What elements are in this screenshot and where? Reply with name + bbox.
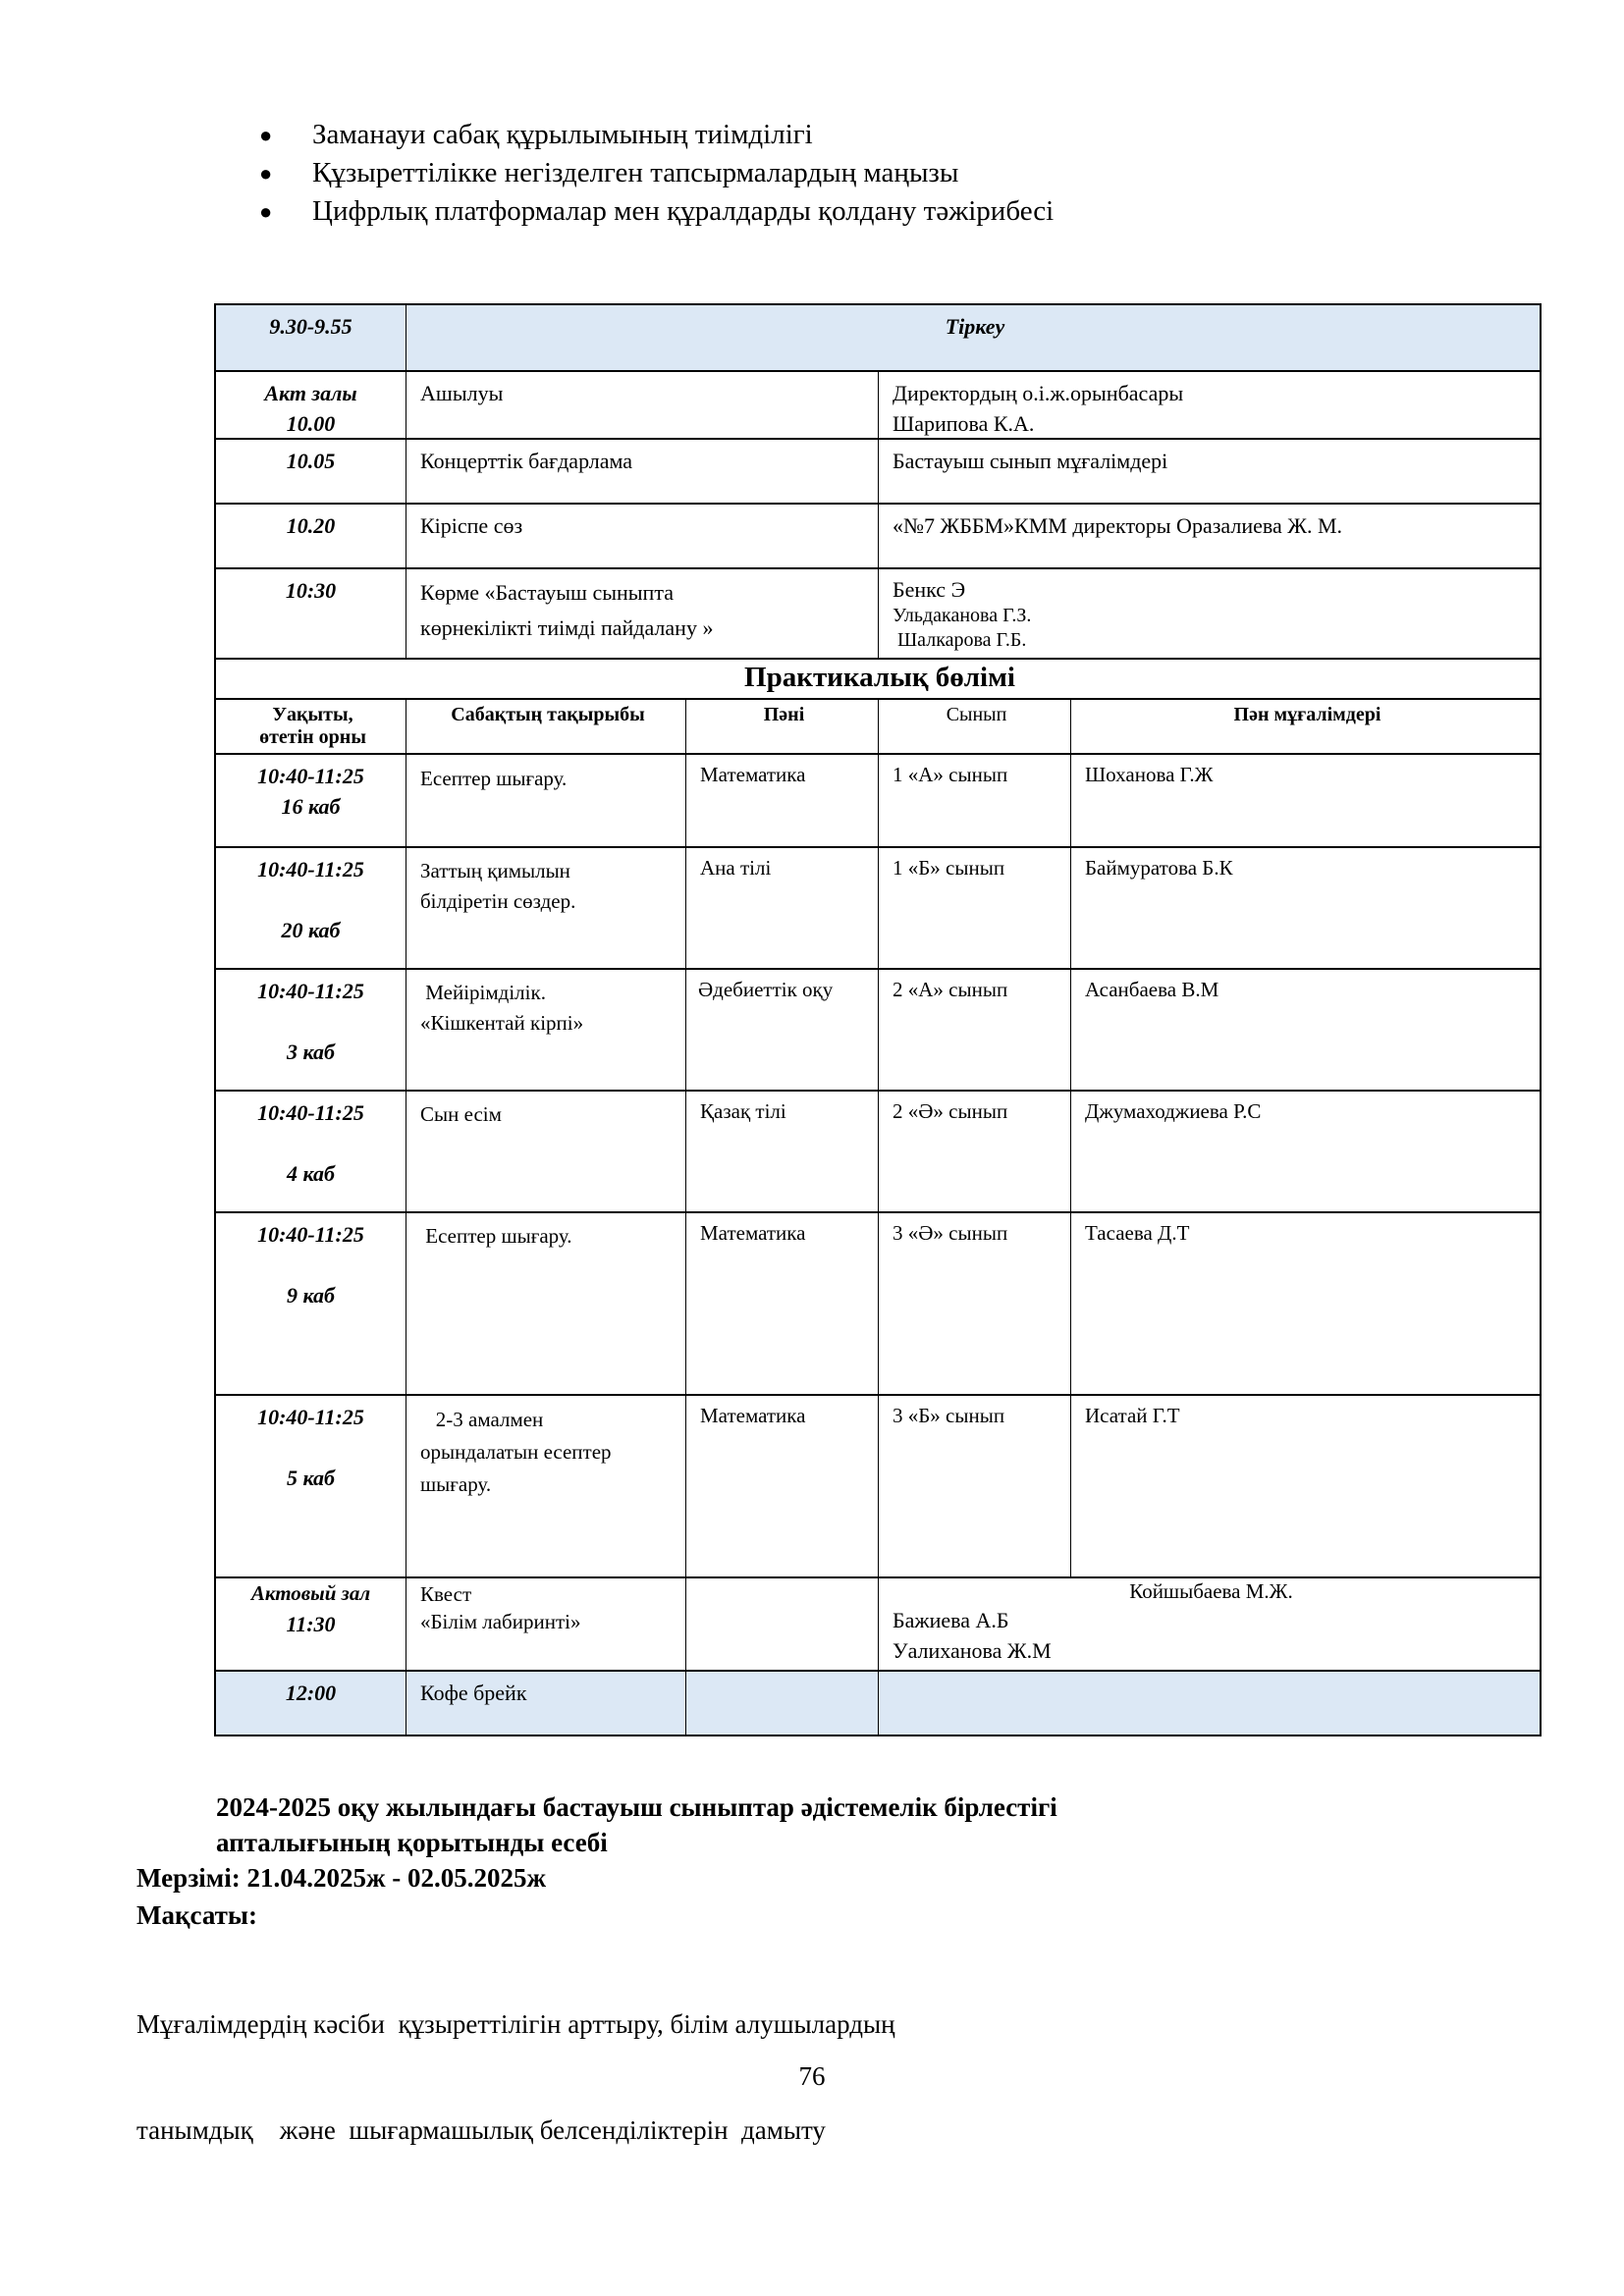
quest-title: Квест «Білім лабиринті» [406, 1578, 686, 1670]
lesson-subject: Математика [686, 1396, 879, 1576]
lesson-row [214, 970, 1542, 1092]
report-goal-line: Мұғалімдердің кәсіби құзыреттілігін арттыру, білім алушылардың [136, 2009, 895, 2039]
lesson-topic: Есептер шығару. [406, 1213, 686, 1394]
registration-time: 9.30-9.55 [216, 305, 406, 370]
column-header-teachers: Пән мұғалімдері [1233, 704, 1381, 725]
lesson-class: 2 «А» сынып [879, 970, 1071, 1090]
table-row [214, 440, 1542, 505]
list-item [257, 116, 1054, 154]
event-responsible: Бенкс Э Ульдаканова Г.З. Шалкарова Г.Б. [893, 577, 1032, 651]
list-item-text: Цифрлық платформалар мен құралдарды қолдану тәжірибесі [312, 195, 1055, 227]
list-item [257, 154, 1054, 192]
schedule-table [214, 303, 1542, 1736]
lesson-teacher: Исатай Г.Т [1085, 1404, 1180, 1427]
list-item-text: Заманауи сабақ құрылымының тиімділігі [312, 119, 813, 150]
lesson-topic: Заттың қимылын білдіретін сөздер. [406, 848, 686, 968]
lesson-time: 10:40-11:25 16 каб [216, 755, 406, 846]
event-time: 10.05 [216, 440, 406, 503]
lesson-subject: Ана тілі [686, 848, 879, 968]
event-title: Ашылуы [406, 372, 879, 438]
lesson-topic: 2-3 амалмен орындалатын есептер шығару. [406, 1396, 686, 1576]
bullet-icon: ● [259, 161, 273, 186]
lesson-subject: Математика [686, 1213, 879, 1394]
lesson-class: 1 «Б» сынып [879, 848, 1071, 968]
lesson-subject: Математика [686, 755, 879, 846]
report-period: Мерзімі: 21.04.2025ж - 02.05.2025ж [136, 1863, 547, 1893]
event-title: Кіріспе сөз [406, 505, 879, 567]
list-item [257, 192, 1054, 231]
lesson-teacher: Тасаева Д.Т [1085, 1221, 1190, 1245]
column-header-class: Сынып [879, 700, 1071, 753]
lesson-row [214, 1092, 1542, 1213]
table-row [214, 372, 1542, 440]
coffee-empty-cell [879, 1672, 1540, 1735]
lesson-class: 1 «А» сынып [879, 755, 1071, 846]
column-header-subject: Пәні [686, 700, 879, 753]
lesson-teacher: Шоханова Г.Ж [1085, 763, 1214, 786]
event-time: 10.20 [216, 505, 406, 567]
bullet-icon: ● [259, 199, 273, 224]
lesson-subject: Әдебиеттік оқу [686, 970, 879, 1090]
coffee-time: 12:00 [216, 1672, 406, 1735]
lesson-topic: Мейірімділік. «Кішкентай кірпі» [406, 970, 686, 1090]
lesson-time: 10:40-11:25 9 каб [216, 1213, 406, 1394]
list-item-text: Құзыреттілікке негізделген тапсырмалардың маңызы [312, 157, 959, 188]
report-goal-label: Мақсаты: [136, 1900, 257, 1930]
report-goal-line: танымдық және шығармашылық белсенділіктерін дамыту [136, 2115, 826, 2145]
topics-list [257, 116, 1054, 231]
report-title [216, 1789, 1057, 1860]
event-responsible: Бастауыш сынып мұғалімдері [893, 449, 1168, 473]
coffee-empty-cell [686, 1672, 879, 1735]
lesson-time: 10:40-11:25 3 каб [216, 970, 406, 1090]
lesson-row [214, 848, 1542, 970]
registration-title: Тіркеу [945, 314, 1005, 339]
quest-row [214, 1578, 1542, 1672]
lesson-class: 3 «Ә» сынып [879, 1213, 1071, 1394]
table-row [214, 569, 1542, 660]
lesson-topic: Есептер шығару. [406, 755, 686, 846]
column-header-topic: Сабақтың тақырыбы [406, 700, 686, 753]
event-time: Акт залы 10.00 [216, 372, 406, 438]
bullet-icon: ● [259, 123, 273, 147]
lesson-class: 2 «Ә» сынып [879, 1092, 1071, 1211]
lesson-teacher: Асанбаева В.М [1085, 978, 1219, 1001]
section-title-row [214, 660, 1542, 700]
report-title-line: 2024-2025 оқу жылындағы бастауыш сыныптар әдістемелік бірлестігі [216, 1792, 1057, 1822]
event-responsible: «№7 ЖББМ»КММ директоры Оразалиева Ж. М. [893, 513, 1343, 538]
lesson-time: 10:40-11:25 5 каб [216, 1396, 406, 1576]
lesson-topic: Сын есім [406, 1092, 686, 1211]
table-header-row [214, 700, 1542, 755]
lesson-class: 3 «Б» сынып [879, 1396, 1071, 1576]
coffee-row [214, 1672, 1542, 1736]
event-responsible: Директордың о.і.ж.орынбасары Шарипова К.А. [893, 381, 1184, 436]
column-header-time: Уақыты, өтетін орны [216, 700, 406, 753]
registration-row [214, 303, 1542, 372]
report-goal-text [136, 1936, 895, 2183]
quest-responsible: Койшыбаева М.Ж. Бажиева А.Б Уалиханова Ж.М [893, 1579, 1293, 1663]
lesson-subject: Қазақ тілі [686, 1092, 879, 1211]
section-title: Практикалық бөлімі [744, 662, 1015, 693]
page-number: 76 [798, 2061, 826, 2091]
quest-time: Актовый зал 11:30 [216, 1578, 406, 1670]
table-row [214, 505, 1542, 569]
lesson-row [214, 1396, 1542, 1578]
event-title: Концерттік бағдарлама [406, 440, 879, 503]
lesson-row [214, 755, 1542, 848]
lesson-time: 10:40-11:25 20 каб [216, 848, 406, 968]
report-title-line: апталығының қорытынды есебі [216, 1828, 608, 1857]
lesson-teacher: Баймуратова Б.К [1085, 856, 1233, 880]
lesson-row [214, 1213, 1542, 1396]
event-title: Көрме «Бастауыш сыныпта көрнекілікті тиімді пайдалану » [406, 569, 879, 658]
coffee-title: Кофе брейк [406, 1672, 686, 1735]
event-time: 10:30 [216, 569, 406, 658]
quest-subject-empty [686, 1578, 879, 1670]
lesson-time: 10:40-11:25 4 каб [216, 1092, 406, 1211]
lesson-teacher: Джумаходжиева Р.С [1085, 1099, 1262, 1123]
